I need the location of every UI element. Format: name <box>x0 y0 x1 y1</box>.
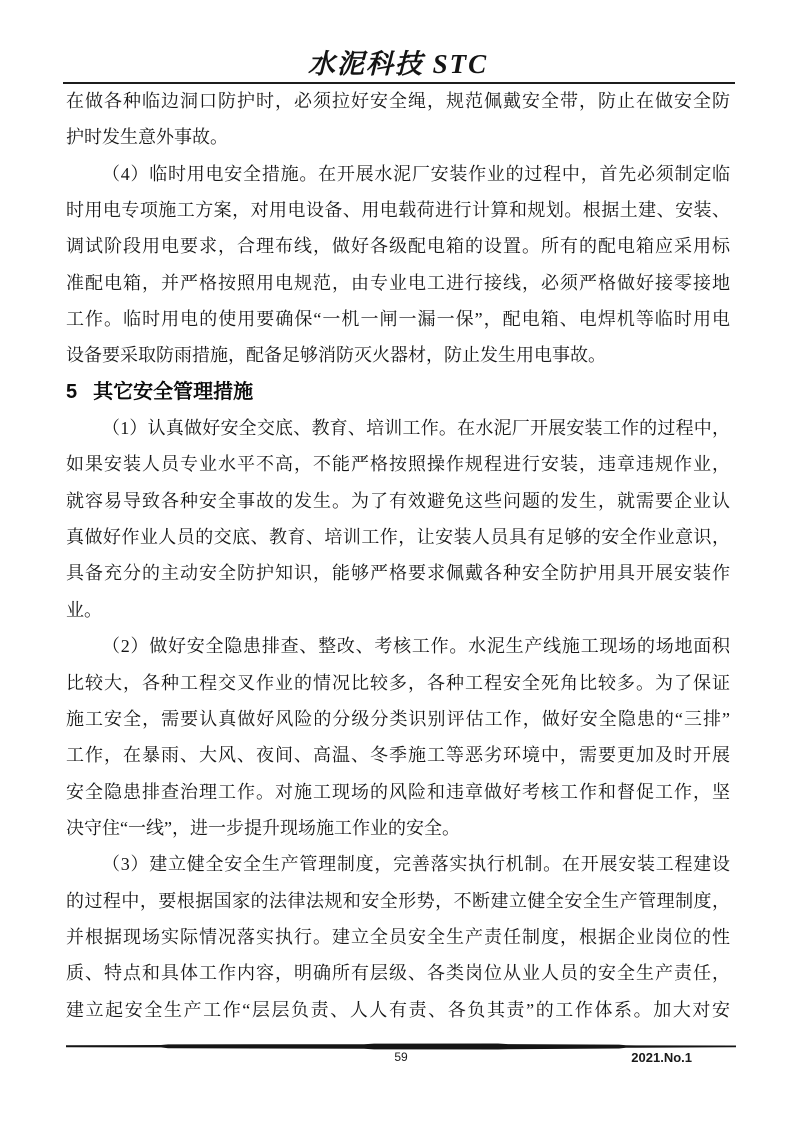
text-line: 业。 <box>66 599 102 620</box>
paragraph <box>66 846 730 1028</box>
text-line: 真做好作业人员的交底、教育、培训工作，让安装人员具有足够的安全作业意识， <box>66 527 730 548</box>
issue-number: 2021.No.1 <box>631 1050 692 1065</box>
text-line: 比较大，各种工程交叉作业的情况比较多，各种工程安全死角比较多。为了保证 <box>66 672 730 693</box>
journal-title: 水泥科技 STC <box>307 49 489 79</box>
text-line: （4）临时用电安全措施。在开展水泥厂安装作业的过程中，首先必须制定临 <box>102 163 730 184</box>
text-line: 在做各种临边洞口防护时，必须拉好安全绳，规范佩戴安全带，防止在做安全防 <box>66 91 730 111</box>
section-number: 5 <box>66 380 78 403</box>
text-line: 工作。临时用电的使用要确保“一机一闸一漏一保”，配电箱、电焊机等临时用电 <box>66 309 730 330</box>
section-title: 其它安全管理措施 <box>93 380 254 403</box>
paragraph <box>66 628 730 846</box>
article-body <box>66 83 730 1028</box>
text-line: （3）建立健全安全生产管理制度，完善落实执行机制。在开展安装工程建设 <box>102 854 730 875</box>
page-footer <box>66 1050 736 1070</box>
text-line: 调试阶段用电要求，合理布线，做好各级配电箱的设置。所有的配电箱应采用标 <box>66 236 730 257</box>
text-line: 质、特点和具体工作内容，明确所有层级、各类岗位从业人员的安全生产责任， <box>66 963 730 984</box>
text-line: 准配电箱，并严格按照用电规范，由专业电工进行接线，必须严格做好接零接地 <box>66 272 730 293</box>
text-line: （1）认真做好安全交底、教育、培训工作。在水泥厂开展安装工作的过程中， <box>102 418 730 439</box>
text-line: 护时发生意外事故。 <box>66 127 228 148</box>
section-heading <box>66 374 730 410</box>
paragraph <box>66 410 730 628</box>
page-number: 59 <box>394 1050 408 1064</box>
text-line: 工作，在暴雨、大风、夜间、高温、冬季施工等恶劣环境中，需要更加及时开展 <box>66 745 730 766</box>
paragraph <box>66 156 730 374</box>
text-line: 并根据现场实际情况落实执行。建立全员安全生产责任制度，根据企业岗位的性 <box>66 926 730 947</box>
text-line: 如果安装人员专业水平不高，不能严格按照操作规程进行安装，违章违规作业， <box>66 454 730 475</box>
text-line: 安全隐患排查治理工作。对施工现场的风险和违章做好考核工作和督促工作，坚 <box>66 781 730 802</box>
paragraph <box>66 83 730 156</box>
text-line: 具备充分的主动安全防护知识，能够严格要求佩戴各种安全防护用具开展安装作 <box>66 563 730 584</box>
text-line: 就容易导致各种安全事故的发生。为了有效避免这些问题的发生，就需要企业认 <box>66 490 730 511</box>
text-line: 的过程中，要根据国家的法律法规和安全形势，不断建立健全安全生产管理制度， <box>66 890 730 911</box>
text-line: 决守住“一线”，进一步提升现场施工作业的安全。 <box>66 817 460 838</box>
text-line: 时用电专项施工方案，对用电设备、用电载荷进行计算和规划。根据土建、安装、 <box>66 200 730 221</box>
text-line: 设备要采取防雨措施，配备足够消防灭火器材，防止发生用电事故。 <box>66 345 606 366</box>
text-line: 施工安全，需要认真做好风险的分级分类识别评估工作，做好安全隐患的“三排” <box>66 708 730 729</box>
text-line: 建立起安全生产工作“层层负责、人人有责、各负其责”的工作体系。加大对安 <box>66 999 730 1020</box>
footer-rule <box>66 1043 736 1050</box>
text-line: （2）做好安全隐患排查、整改、考核工作。水泥生产线施工现场的场地面积 <box>102 636 730 657</box>
